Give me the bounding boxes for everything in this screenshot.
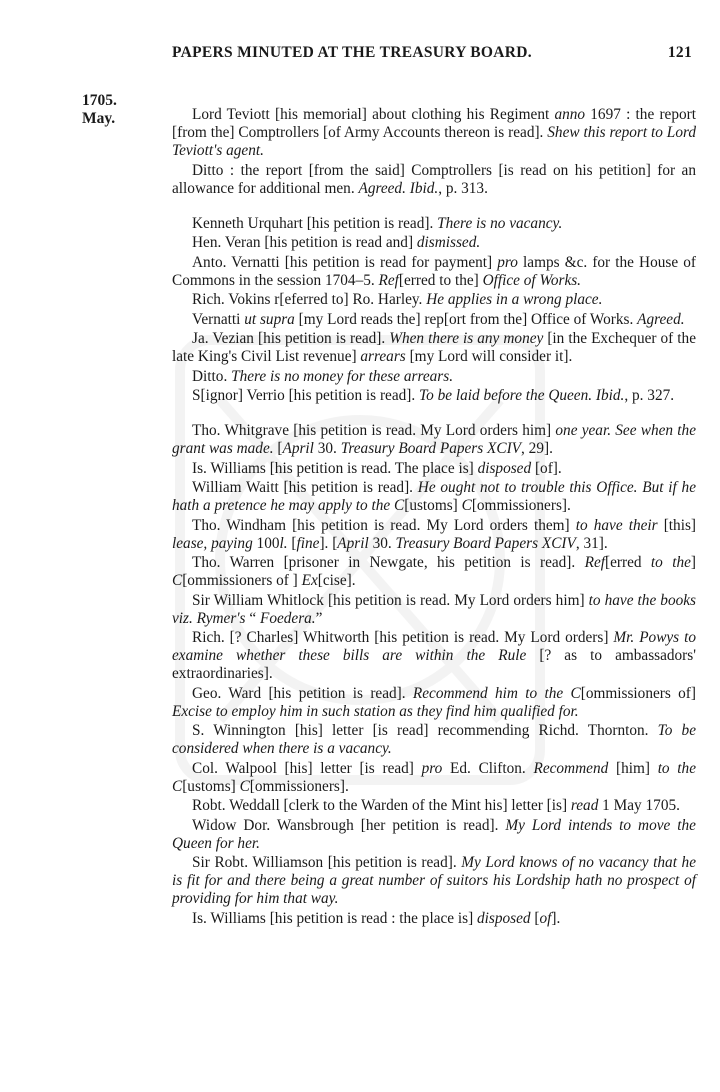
minute-entry-text: [ <box>287 534 297 552</box>
minute-entry-italic-text: My Lord knows of no vacancy that he is fit for and there being a great number of suitors his Lordship hath no prospect of providing for him that way. <box>172 854 696 907</box>
minute-entry-italic-text: read <box>570 797 599 814</box>
minute-entry <box>172 854 696 908</box>
minute-entry-text: ] <box>690 554 696 571</box>
minute-entry-text: [erred to the] <box>398 271 483 289</box>
minute-entry-italic-text: to the C <box>172 759 696 795</box>
minute-entry-italic-text: Ex <box>301 572 318 589</box>
minute-entry-italic-text: to have their <box>575 516 658 534</box>
minute-entry <box>172 422 696 458</box>
minute-entry-italic-text: one year. See when the grant was made. <box>172 422 696 457</box>
minute-entry-text: , p. 327. <box>624 387 675 404</box>
minute-entry-text: [him] <box>608 759 658 777</box>
minute-entry-italic-text: Agreed. <box>637 310 685 328</box>
minute-entry-text: [ommissioners]. <box>471 497 571 514</box>
minute-entry <box>172 387 696 405</box>
minute-entry-text: [ustoms] <box>182 777 240 795</box>
minute-entry-text: lamps &c. for the House of Commons in the session 1704–5. <box>172 253 696 289</box>
minute-entry <box>172 215 696 233</box>
minute-entry-italic-text: Mr. Powys to examine whether these bills are within the Rule <box>172 629 697 664</box>
minute-entry <box>172 685 696 721</box>
minute-entry-text: S. Winnington [his] letter [is read] recommending Richd. Thornton. <box>192 722 658 739</box>
minute-entry-text: [? as to ambassadors' extraordinaries]. <box>172 647 696 682</box>
minute-entry <box>172 760 696 796</box>
minute-entry-italic-text: anno <box>554 106 586 123</box>
minute-entry <box>172 311 696 329</box>
minute-entry <box>172 817 696 853</box>
minute-entry-italic-text: Ref <box>378 271 399 289</box>
minute-entry-text: [cise]. <box>317 572 356 589</box>
minute-entry-text: [ommissioners of ] <box>182 572 302 589</box>
minute-entry-text: [ <box>273 440 283 457</box>
minute-entry-text: Geo. Ward [his petition is read]. <box>192 684 413 702</box>
minute-entry-italic-text: My Lord intends to move the Queen for her. <box>172 816 696 852</box>
minute-entry-text: Hen. Veran [his petition is read and] <box>192 234 417 251</box>
minute-entry-italic-text: Foedera. <box>259 609 316 627</box>
minute-entry <box>172 162 696 198</box>
minute-entry-text: S[ignor] Verrio [his petition is read]. <box>192 387 420 404</box>
minute-entry-text: Is. Williams [his petition is read. The place is] <box>192 459 478 477</box>
minute-entry-text: Rich. Vokins r[eferred to] Ro. Harley. <box>192 291 427 308</box>
minute-entry-text: ” <box>315 609 323 627</box>
minute-entry-text: , p. 313. <box>438 179 488 197</box>
minute-entry-italic-text: lease, paying <box>172 534 253 552</box>
minute-entry-text: Tho. Warren [prisoner in Newgate, his petition is read]. <box>192 554 585 571</box>
minute-entry-text: Tho. Whitgrave [his petition is read. My Lord orders him] <box>192 422 556 439</box>
minute-entry-text: Robt. Weddall [clerk to the Warden of the Mint his] letter [is] <box>192 797 571 814</box>
minute-entry-italic-text: Shew this report to Lord Teviott's agent. <box>172 124 696 159</box>
minute-entry-text: Ja. Vezian [his petition is read]. <box>192 330 390 347</box>
minute-entry-text: Anto. Vernatti [his petition is read for payment] <box>192 253 498 271</box>
minute-entry <box>172 797 696 815</box>
minute-entry-italic-text: arrears <box>360 348 406 365</box>
minute-entry-italic-text: April <box>282 440 314 457</box>
minute-entry-italic-text: Excise to employ him in such station as they find him qualified for. <box>172 702 579 720</box>
minute-entry-text: Ditto. <box>192 367 232 385</box>
minute-entry-italic-text: dismissed. <box>416 234 481 251</box>
minute-entry-text: Sir William Whitlock [his petition is read. My Lord orders him] <box>192 591 589 609</box>
minute-entry <box>172 330 696 366</box>
minute-entry-italic-text: fine <box>296 534 320 552</box>
minute-entry-italic-text: to the <box>650 554 691 571</box>
minute-entry <box>172 291 696 309</box>
minute-entry-italic-text: ut supra <box>244 310 295 328</box>
minute-entry <box>172 629 696 683</box>
minute-entry-text: [ <box>530 909 540 927</box>
minute-entry-text: ]. <box>551 909 561 927</box>
minute-entry-text: 1697 : the report [from the] Comptrollers [of Army Accounts thereon is read]. <box>172 106 696 141</box>
minute-entry-text: [of]. <box>531 459 562 477</box>
minute-entry-italic-text: l. <box>279 534 288 552</box>
minute-entry-italic-text: Treasury Board Papers XCIV <box>395 534 576 552</box>
minute-entry-text: Sir Robt. Williamson [his petition is read]. <box>192 854 462 871</box>
minute-entry <box>172 517 696 553</box>
minute-entry-text: Lord Teviott [his memorial] about clothing his Regiment <box>192 106 555 123</box>
minute-entry-italic-text: pro <box>497 253 518 271</box>
minute-entry-text: 30. <box>313 440 341 457</box>
minute-entry <box>172 254 696 290</box>
running-head <box>172 44 692 62</box>
minute-entry-italic-text: Agreed. Ibid. <box>358 179 439 197</box>
minute-entry-text: Rich. [? Charles] Whitworth [his petition is read. My Lord orders] <box>192 629 614 646</box>
minute-entry-italic-text: of <box>539 909 552 927</box>
minute-entry-text: Vernatti <box>192 310 245 328</box>
minute-entry-italic-text: Recommend <box>533 759 609 777</box>
minute-entry <box>172 106 696 160</box>
minute-entry-italic-text: C <box>461 497 472 514</box>
minute-entry <box>172 554 696 590</box>
minute-entry <box>172 722 696 758</box>
minute-entry-text: [this] <box>657 516 696 534</box>
minute-entry-text: [ustoms] <box>404 497 462 514</box>
minute-entry-text: “ <box>245 609 260 627</box>
minute-entry-italic-text: Ref <box>584 554 605 571</box>
minute-entry-text: [ommissioners of] <box>580 684 696 702</box>
minute-entry-text: , 31]. <box>575 534 608 552</box>
minute-entry <box>172 592 696 628</box>
minute-entry-text: Kenneth Urquhart [his petition is read]. <box>192 214 438 232</box>
minute-entry-italic-text: To be laid before the Queen. Ibid. <box>419 387 625 404</box>
minute-entry <box>172 479 696 515</box>
minute-entry-text: [erred <box>605 554 651 571</box>
minute-entry-italic-text: Office of Works. <box>482 271 582 289</box>
margin-year: 1705. <box>82 92 117 109</box>
minute-entry-text: ]. [ <box>319 534 338 552</box>
minute-entry-text: [my Lord will consider it]. <box>405 348 573 365</box>
minute-entry <box>172 460 696 478</box>
margin-month: May. <box>82 110 116 127</box>
minute-entry-italic-text: disposed <box>477 909 531 927</box>
minute-entry <box>172 910 696 928</box>
minute-entry-text: [ommissioners]. <box>249 777 349 795</box>
minute-entry <box>172 234 696 252</box>
running-head-title: PAPERS MINUTED AT THE TREASURY BOARD. <box>172 44 532 61</box>
minute-entry-text: Widow Dor. Wansbrough [her petition is read]. <box>192 816 506 834</box>
minute-entry-italic-text: There is no money for these arrears. <box>231 367 454 385</box>
minute-entry-text: Ditto : the report [from the said] Comptrollers [is read on his petition] for an allowance for additional men. <box>172 161 696 197</box>
minute-entry-italic-text: to have the books viz. Rymer's <box>172 591 696 627</box>
minute-entry-text: William Waitt [his petition is read]. <box>192 479 418 496</box>
minute-entry-italic-text: C <box>239 777 250 795</box>
minute-entry-text: 1 May 1705. <box>598 797 680 814</box>
minute-entry-text: Col. Walpool [his] letter [is read] <box>192 759 422 777</box>
minute-entry-text: [my Lord reads the] rep[ort from the] Office of Works. <box>294 310 638 328</box>
minute-entry-italic-text: To be considered when there is a vacancy. <box>172 722 696 757</box>
minute-entry-italic-text: pro <box>421 759 443 777</box>
minute-entry-italic-text: When there is any money <box>389 330 544 347</box>
minute-entry <box>172 368 696 386</box>
minute-entry-italic-text: C <box>172 572 183 589</box>
minute-entry-text: Is. Williams [his petition is read : the place is] <box>192 909 478 927</box>
minutes-body <box>172 106 696 929</box>
minute-entry-text: 100 <box>252 534 280 552</box>
minute-entry-italic-text: There is no vacancy. <box>437 214 563 232</box>
minute-entry-text: Ed. Clifton. <box>442 759 534 777</box>
minute-entry-text: Tho. Windham [his petition is read. My Lord orders them] <box>192 516 576 534</box>
minute-entry-text: , 29]. <box>521 440 553 457</box>
minute-entry-italic-text: disposed <box>477 459 532 477</box>
minute-entry-text: [in the Exchequer of the late King's Civil List revenue] <box>172 330 696 365</box>
minute-entry-italic-text: He applies in a wrong place. <box>426 291 603 308</box>
page-number: 121 <box>667 44 692 61</box>
minute-entry-italic-text: Treasury Board Papers XCIV <box>340 440 522 457</box>
minute-entry-italic-text: April <box>337 534 369 552</box>
minute-entry-italic-text: He ought not to trouble this Office. But if he hath a pretence he may apply to the C <box>172 479 696 514</box>
minute-entry-text: 30. <box>368 534 396 552</box>
minute-entry-italic-text: Recommend him to the C <box>412 684 581 702</box>
